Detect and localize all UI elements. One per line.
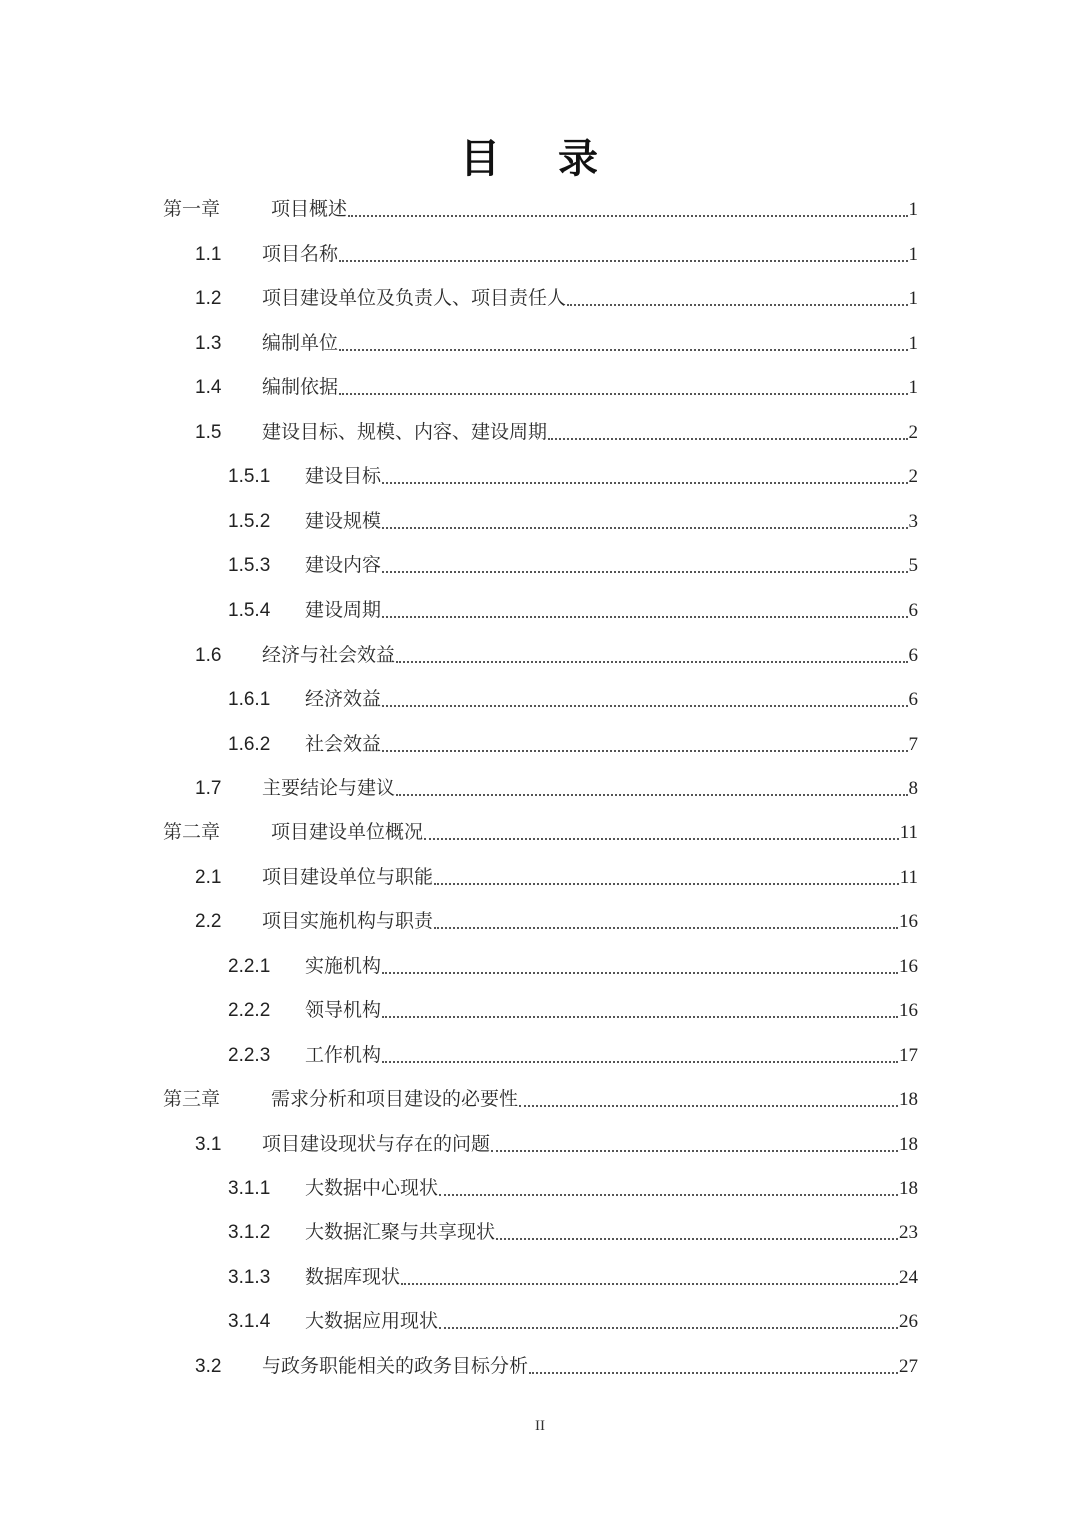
dot-leader	[519, 1105, 898, 1107]
toc-entry-number: 1.6.2	[228, 734, 271, 755]
toc-entry-number: 1.1	[195, 244, 222, 265]
toc-entry-number: 2.1	[195, 867, 222, 888]
toc-entry-page: 17	[899, 1045, 918, 1066]
toc-entry-number: 1.5.3	[228, 555, 271, 576]
toc-entry-number: 3.1.4	[228, 1311, 271, 1332]
toc-entry-2-1[interactable]	[195, 862, 918, 892]
toc-entry-label: 工作机构	[305, 1044, 382, 1066]
toc-entry-label: 项目建设单位概况	[271, 821, 424, 843]
toc-entry-page: 16	[899, 956, 918, 977]
toc-entry-label: 社会效益	[305, 733, 382, 755]
dot-leader	[396, 794, 907, 796]
dot-leader	[382, 571, 907, 573]
toc-entry-2-2[interactable]	[195, 906, 918, 936]
toc-entry-page: 23	[899, 1222, 918, 1243]
dot-leader	[382, 616, 907, 618]
toc-entry-page: 18	[899, 1089, 918, 1110]
toc-entry-number: 3.2	[195, 1356, 222, 1377]
toc-entry-number: 2.2	[195, 911, 222, 932]
toc-entry-chapter-3[interactable]	[163, 1084, 918, 1114]
toc-entry-1-6[interactable]	[195, 640, 918, 670]
dot-leader	[401, 1283, 898, 1285]
toc-entry-number: 1.5	[195, 422, 222, 443]
toc-entry-label: 大数据中心现状	[305, 1177, 439, 1199]
toc-entry-3-1-3[interactable]	[228, 1262, 918, 1292]
toc-entry-number: 3.1.3	[228, 1267, 271, 1288]
toc-entry-page: 2	[908, 422, 918, 443]
toc-title: 目 录	[460, 136, 620, 182]
toc-entry-page: 5	[908, 555, 918, 576]
toc-entry-page: 7	[908, 734, 918, 755]
dot-leader	[396, 661, 907, 663]
toc-entry-page: 16	[899, 911, 918, 932]
toc-entry-1-6-1[interactable]	[228, 684, 918, 714]
dot-leader	[434, 927, 898, 929]
toc-entry-page: 6	[908, 645, 918, 666]
toc-entry-1-5-3[interactable]	[228, 550, 918, 580]
toc-entry-3-1-1[interactable]	[228, 1173, 918, 1203]
dot-leader	[439, 1327, 898, 1329]
toc-entry-label: 建设周期	[305, 599, 382, 621]
dot-leader	[529, 1372, 898, 1374]
toc-entry-3-2[interactable]	[195, 1351, 918, 1381]
toc-entry-page: 16	[899, 1000, 918, 1021]
toc-entry-number: 1.7	[195, 778, 222, 799]
toc-entry-number: 1.2	[195, 288, 222, 309]
toc-entry-number: 1.6	[195, 645, 222, 666]
toc-entry-label: 项目建设现状与存在的问题	[262, 1133, 491, 1155]
dot-leader	[382, 705, 907, 707]
toc-entry-label: 建设目标、规模、内容、建设周期	[262, 421, 548, 443]
toc-entry-label: 与政务职能相关的政务目标分析	[262, 1355, 529, 1377]
toc-entry-number: 第三章	[163, 1088, 221, 1110]
toc-entry-page: 27	[899, 1356, 918, 1377]
toc-entry-label: 项目实施机构与职责	[262, 910, 434, 932]
toc-entry-1-7[interactable]	[195, 773, 918, 803]
toc-entry-label: 主要结论与建议	[262, 777, 396, 799]
toc-entry-number: 1.6.1	[228, 689, 271, 710]
toc-entry-label: 领导机构	[305, 999, 382, 1021]
toc-entry-2-2-2[interactable]	[228, 995, 918, 1025]
toc-entry-label: 编制依据	[262, 376, 339, 398]
dot-leader	[424, 838, 899, 840]
toc-entry-label: 大数据应用现状	[305, 1310, 439, 1332]
toc-entry-label: 建设目标	[305, 465, 382, 487]
toc-entry-number: 1.5.1	[228, 466, 271, 487]
toc-entry-1-5-1[interactable]	[228, 461, 918, 491]
toc-entry-page: 18	[899, 1134, 918, 1155]
toc-entry-page: 3	[908, 511, 918, 532]
toc-entry-label: 数据库现状	[305, 1266, 401, 1288]
toc-entry-2-2-3[interactable]	[228, 1040, 918, 1070]
toc-entry-label: 编制单位	[262, 332, 339, 354]
toc-entry-page: 8	[908, 778, 918, 799]
dot-leader	[567, 304, 907, 306]
dot-leader	[496, 1238, 898, 1240]
toc-entry-3-1-4[interactable]	[228, 1306, 918, 1336]
toc-entry-page: 2	[908, 466, 918, 487]
toc-entry-3-1-2[interactable]	[228, 1217, 918, 1247]
toc-entry-1-5-4[interactable]	[228, 595, 918, 625]
toc-entry-number: 第一章	[163, 198, 221, 220]
toc-entry-label: 大数据汇聚与共享现状	[305, 1221, 496, 1243]
dot-leader	[548, 438, 907, 440]
dot-leader	[491, 1150, 898, 1152]
toc-entry-page: 6	[908, 600, 918, 621]
toc-entry-number: 3.1.2	[228, 1222, 271, 1243]
dot-leader	[339, 260, 907, 262]
toc-entry-label: 经济与社会效益	[262, 644, 396, 666]
toc-entry-label: 经济效益	[305, 688, 382, 710]
toc-entry-1-4[interactable]	[195, 372, 918, 402]
toc-entry-label: 项目概述	[271, 198, 348, 220]
toc-entry-page: 26	[899, 1311, 918, 1332]
dot-leader	[382, 972, 898, 974]
toc-entry-page: 1	[908, 288, 918, 309]
toc-entry-number: 2.2.1	[228, 956, 271, 977]
dot-leader	[382, 482, 907, 484]
toc-entry-page: 1	[908, 333, 918, 354]
toc-entry-page: 1	[908, 244, 918, 265]
toc-entry-number: 1.5.4	[228, 600, 271, 621]
toc-entry-page: 18	[899, 1178, 918, 1199]
toc-entry-number: 1.5.2	[228, 511, 271, 532]
toc-entry-page: 6	[908, 689, 918, 710]
toc-entry-label: 建设内容	[305, 554, 382, 576]
dot-leader	[382, 1061, 898, 1063]
toc-entry-label: 建设规模	[305, 510, 382, 532]
page-number: II	[535, 1418, 545, 1434]
dot-leader	[439, 1194, 898, 1196]
toc-entry-1-1[interactable]	[195, 239, 918, 269]
toc-entry-3-1[interactable]	[195, 1129, 918, 1159]
toc-entry-1-6-2[interactable]	[228, 729, 918, 759]
dot-leader	[339, 393, 907, 395]
toc-entry-label: 实施机构	[305, 955, 382, 977]
toc-entry-label: 需求分析和项目建设的必要性	[271, 1088, 519, 1110]
toc-entry-2-2-1[interactable]	[228, 951, 918, 981]
toc-entry-page: 11	[899, 822, 918, 843]
toc-entry-number: 2.2.3	[228, 1045, 271, 1066]
toc-entry-number: 1.4	[195, 377, 222, 398]
toc-entry-page: 1	[908, 377, 918, 398]
toc-entry-1-3[interactable]	[195, 328, 918, 358]
dot-leader	[348, 215, 907, 217]
toc-entry-label: 项目名称	[262, 243, 339, 265]
dot-leader	[382, 1016, 898, 1018]
toc-entry-1-5-2[interactable]	[228, 506, 918, 536]
toc-entry-label: 项目建设单位及负责人、项目责任人	[262, 287, 567, 309]
toc-entry-number: 第二章	[163, 821, 221, 843]
toc-entry-page: 11	[899, 867, 918, 888]
dot-leader	[382, 750, 907, 752]
toc-entry-page: 1	[908, 199, 918, 220]
dot-leader	[339, 349, 907, 351]
toc-entry-number: 2.2.2	[228, 1000, 271, 1021]
toc-entry-number: 1.3	[195, 333, 222, 354]
toc-entry-label: 项目建设单位与职能	[262, 866, 434, 888]
toc-entry-1-2[interactable]	[195, 283, 918, 313]
toc-entry-number: 3.1.1	[228, 1178, 271, 1199]
toc-entry-chapter-1[interactable]	[163, 194, 918, 224]
toc-entry-page: 24	[899, 1267, 918, 1288]
toc-entry-number: 3.1	[195, 1134, 222, 1155]
dot-leader	[382, 527, 907, 529]
dot-leader	[434, 883, 899, 885]
toc-entry-1-5[interactable]	[195, 417, 918, 447]
toc-entry-chapter-2[interactable]	[163, 817, 918, 847]
